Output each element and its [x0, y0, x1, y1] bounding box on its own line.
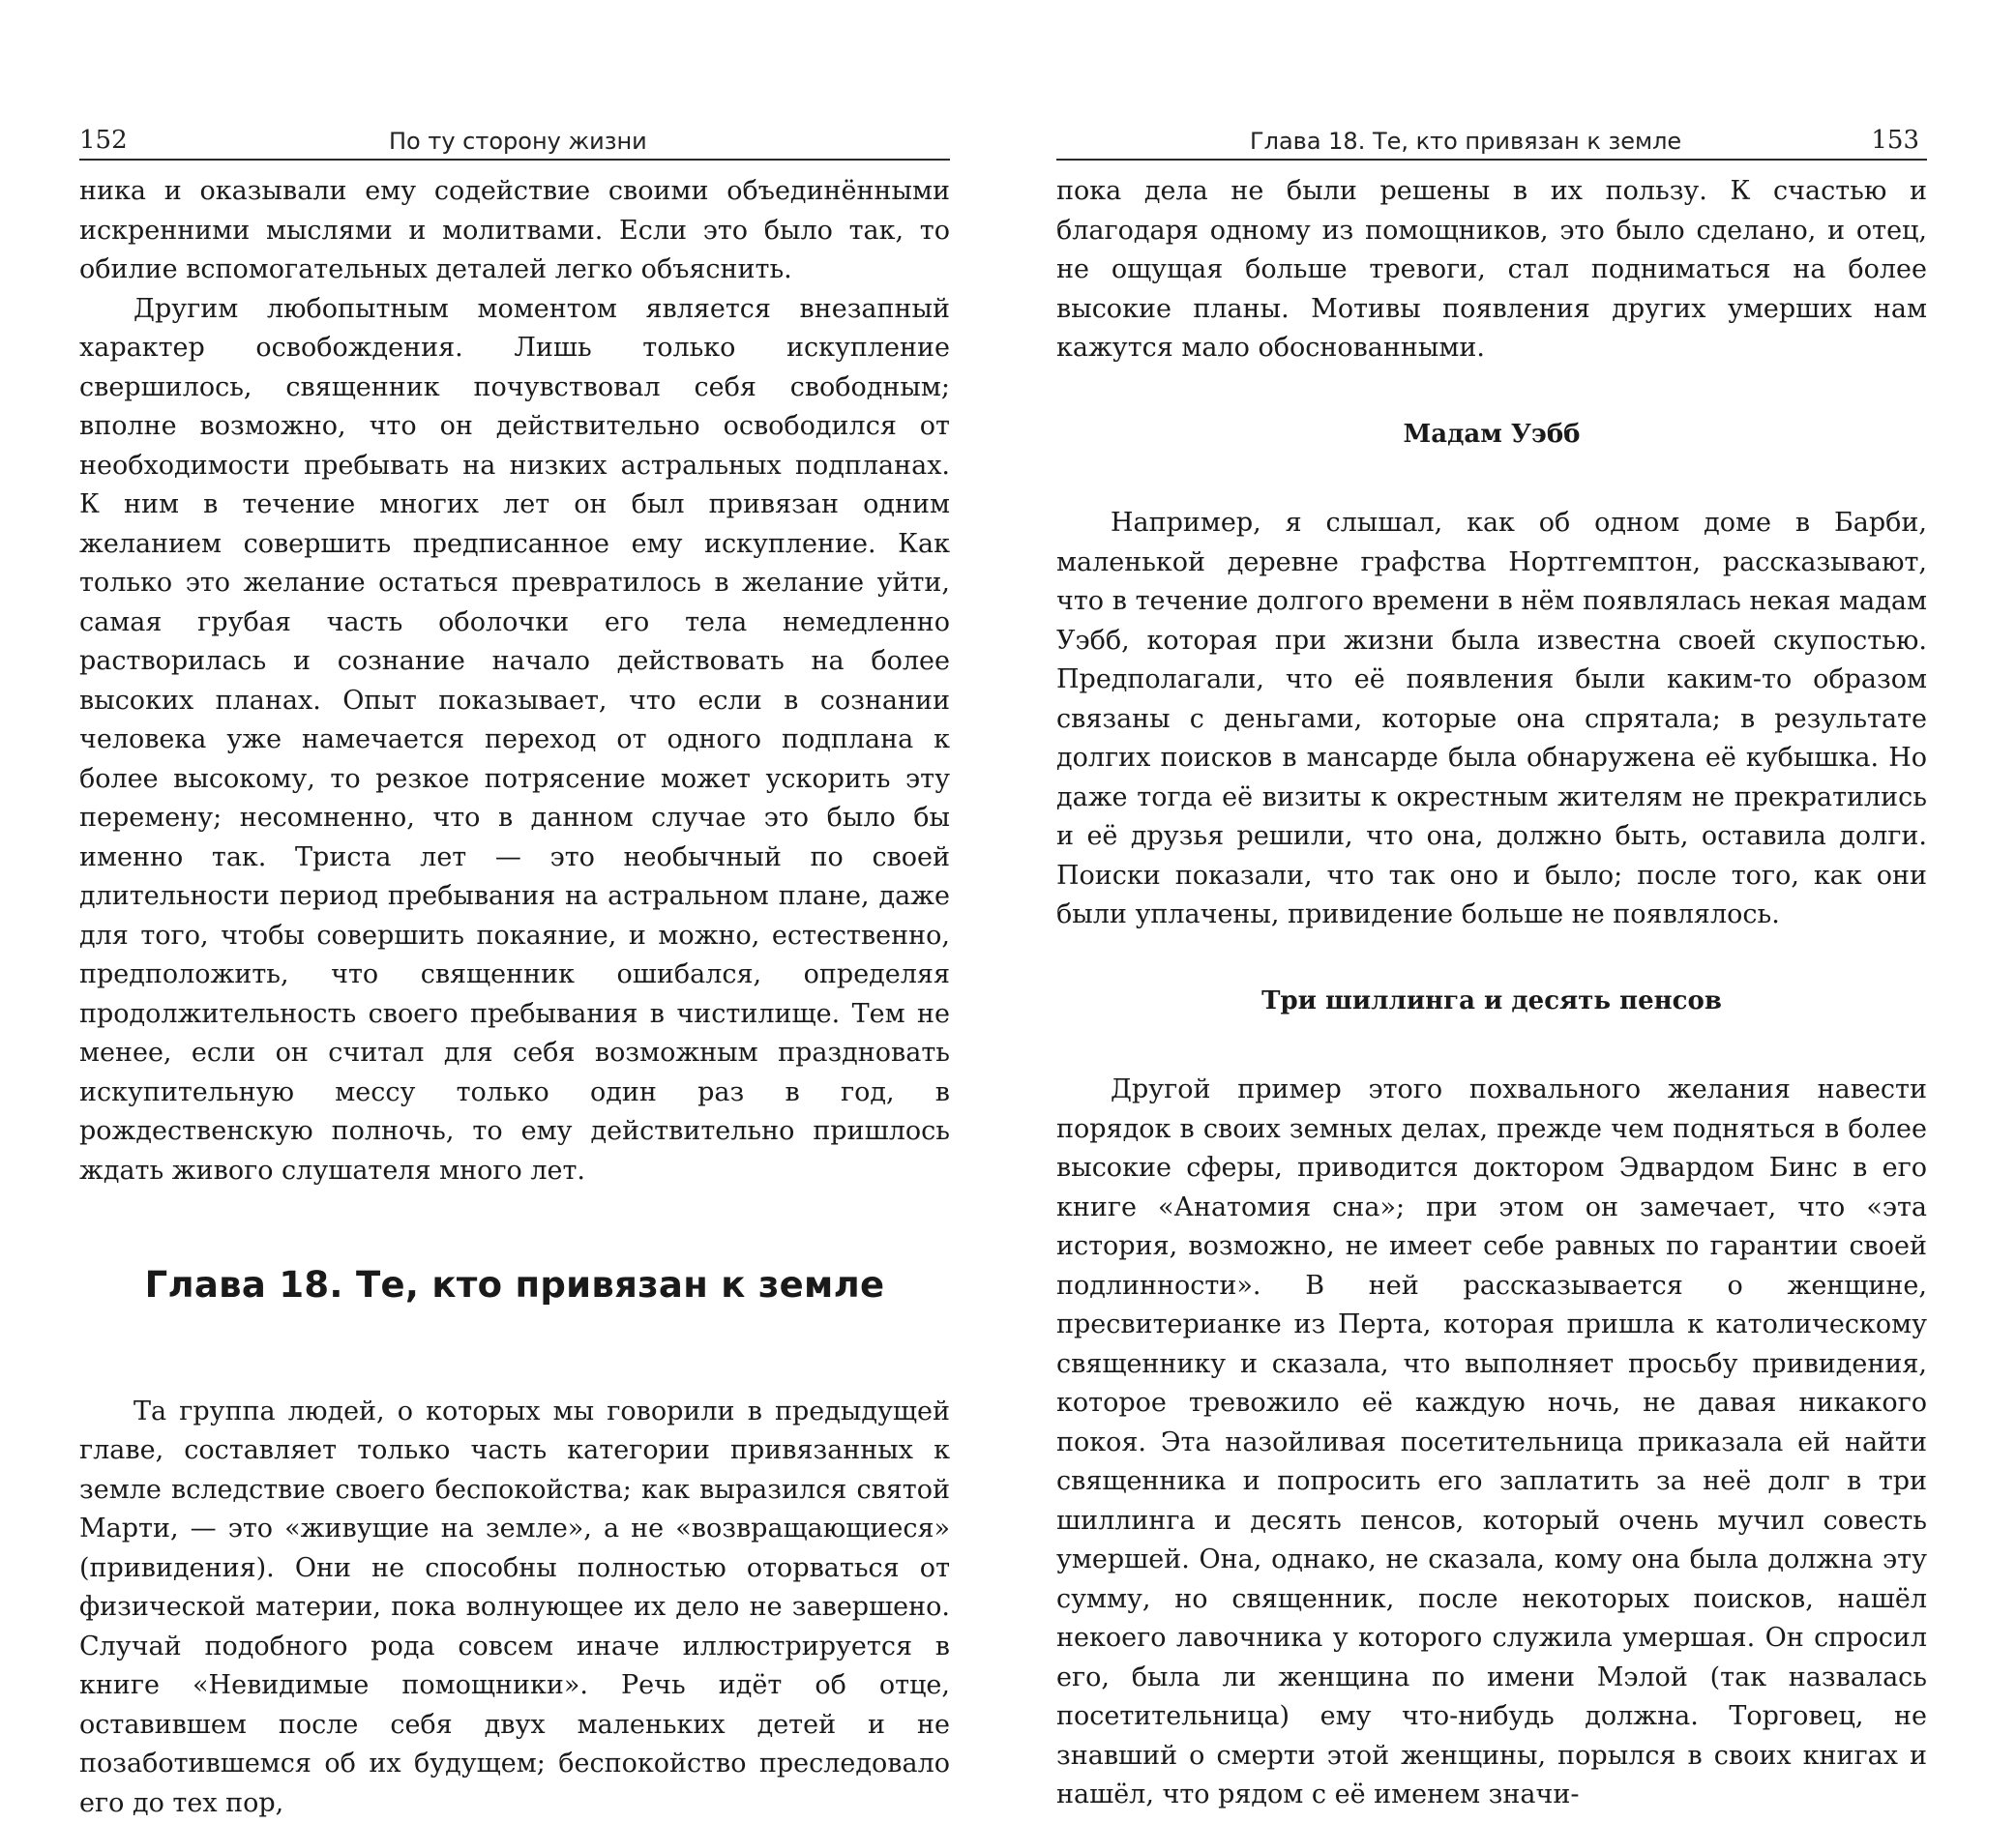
right-running-head	[1056, 116, 1927, 161]
right-page	[1056, 116, 1927, 1815]
section-heading: Мадам Уэбб	[1056, 415, 1927, 455]
paragraph: Та группа людей, о которых мы говорили в предыдущей главе, составляет только часть категории привязанных к земле вследствие своего беспокойства; как выразился святой Марти, — это «живущие на земле», а не «возвращающиеся» (привидения). Они не способны полностью оторваться от физической материи, пока волнующее их дело не завершено. Случай подобного рода совсем иначе иллюстрируется в книге «Невидимые помощники». Речь идёт об отце, оставившем после себя двух маленьких детей и не позаботившемся об их будущем; беспокойство преследовало его до тех пор,	[79, 1393, 950, 1823]
paragraph: Например, я слышал, как об одном доме в Барби, маленькой деревне графства Нортгемптон, рассказывают, что в течение долгого времени в нём появлялась некая мадам Уэбб, которая при жизни была известна своей скупостью. Предполагали, что её появления были каким-то образом связаны с деньгами, которые она спрятала; в результате долгих поисков в мансарде была обнаружена её кубышка. Но даже тогда её визиты к окрестным жителям не прекратились и её друзья решили, что она, должно быть, оставила долги. Поиски показали, что так оно и было; после того, как они были уплачены, привидение больше не появлялось.	[1056, 504, 1927, 935]
left-page-number: 152	[79, 126, 128, 155]
left-body-text	[79, 172, 950, 1823]
paragraph: пока дела не были решены в их пользу. К счастью и благодаря одному из помощников, это было сделано, и отец, не ощущая больше тревоги, стал подниматься на более высокие планы. Мотивы появления других умерших нам кажутся мало обоснованными.	[1056, 172, 1927, 368]
chapter-title: Глава 18. Те, кто привязан к земле	[79, 1266, 950, 1306]
paragraph: ника и оказывали ему содействие своими объединёнными искренними мыслями и молитвами. Если это было так, то обилие вспомогательных деталей легко объяснить.	[79, 172, 950, 290]
left-running-title: По ту сторону жизни	[389, 128, 647, 155]
right-body-text	[1056, 172, 1927, 1815]
section-heading: Три шиллинга и десять пенсов	[1056, 982, 1927, 1021]
paragraph: Другим любопытным моментом является внезапный характер освобождения. Лишь только искупление свершилось, священник почувствовал себя свободным; вполне возможно, что он действительно освободился от необходимости пребывать на низких астральных подпланах. К ним в течение многих лет он был привязан одним желанием совершить предписанное ему искупление. Как только это желание остаться превратилось в желание уйти, самая грубая часть оболочки его тела немедленно растворилась и сознание начало действовать на более высоких планах. Опыт показывает, что если в сознании человека уже намечается переход от одного подплана к более высокому, то резкое потрясение может ускорить эту перемену; несомненно, что в данном случае это было бы именно так. Триста лет — это необычный по своей длительности период пребывания на астральном плане, даже для того, чтобы совершить покаяние, и можно, естественно, предположить, что священник ошибался, определяя продолжительность своего пребывания в чистилище. Тем не менее, если он считал для себя возможным праздновать искупительную мессу только один раз в год, в рождественскую полночь, то ему действительно пришлось ждать живого слушателя много лет.	[79, 290, 950, 1191]
right-running-title: Глава 18. Те, кто привязан к земле	[1250, 128, 1681, 155]
paragraph: Другой пример этого похвального желания навести порядок в своих земных делах, прежде чем подняться в более высокие сферы, приводится доктором Эдвардом Бинс в его книге «Анатомия сна»; при этом он замечает, что «эта история, возможно, не имеет себе равных по гарантии своей подлинности». В ней рассказывается о женщине, пресвитерианке из Перта, которая пришла к католическому священнику и сказала, что выполняет просьбу привидения, которое тревожило её каждую ночь, не давая никакого покоя. Эта назойливая посетительница приказала ей найти священника и попросить его заплатить за неё долг в три шиллинга и десять пенсов, который очень мучил совесть умершей. Она, однако, не сказала, кому она была должна эту сумму, но священник, после некоторых поисков, нашёл некоего лавочника у которого служила умершая. Он спросил его, была ли женщина по имени Мэлой (так назвалась посетительница) ему что-нибудь должна. Торговец, не знавший о смерти этой женщины, порылся в своих книгах и нашёл, что рядом с её именем значи-	[1056, 1071, 1927, 1815]
right-page-number: 153	[1871, 126, 1919, 155]
left-page	[79, 116, 950, 1823]
left-running-head	[79, 116, 950, 161]
